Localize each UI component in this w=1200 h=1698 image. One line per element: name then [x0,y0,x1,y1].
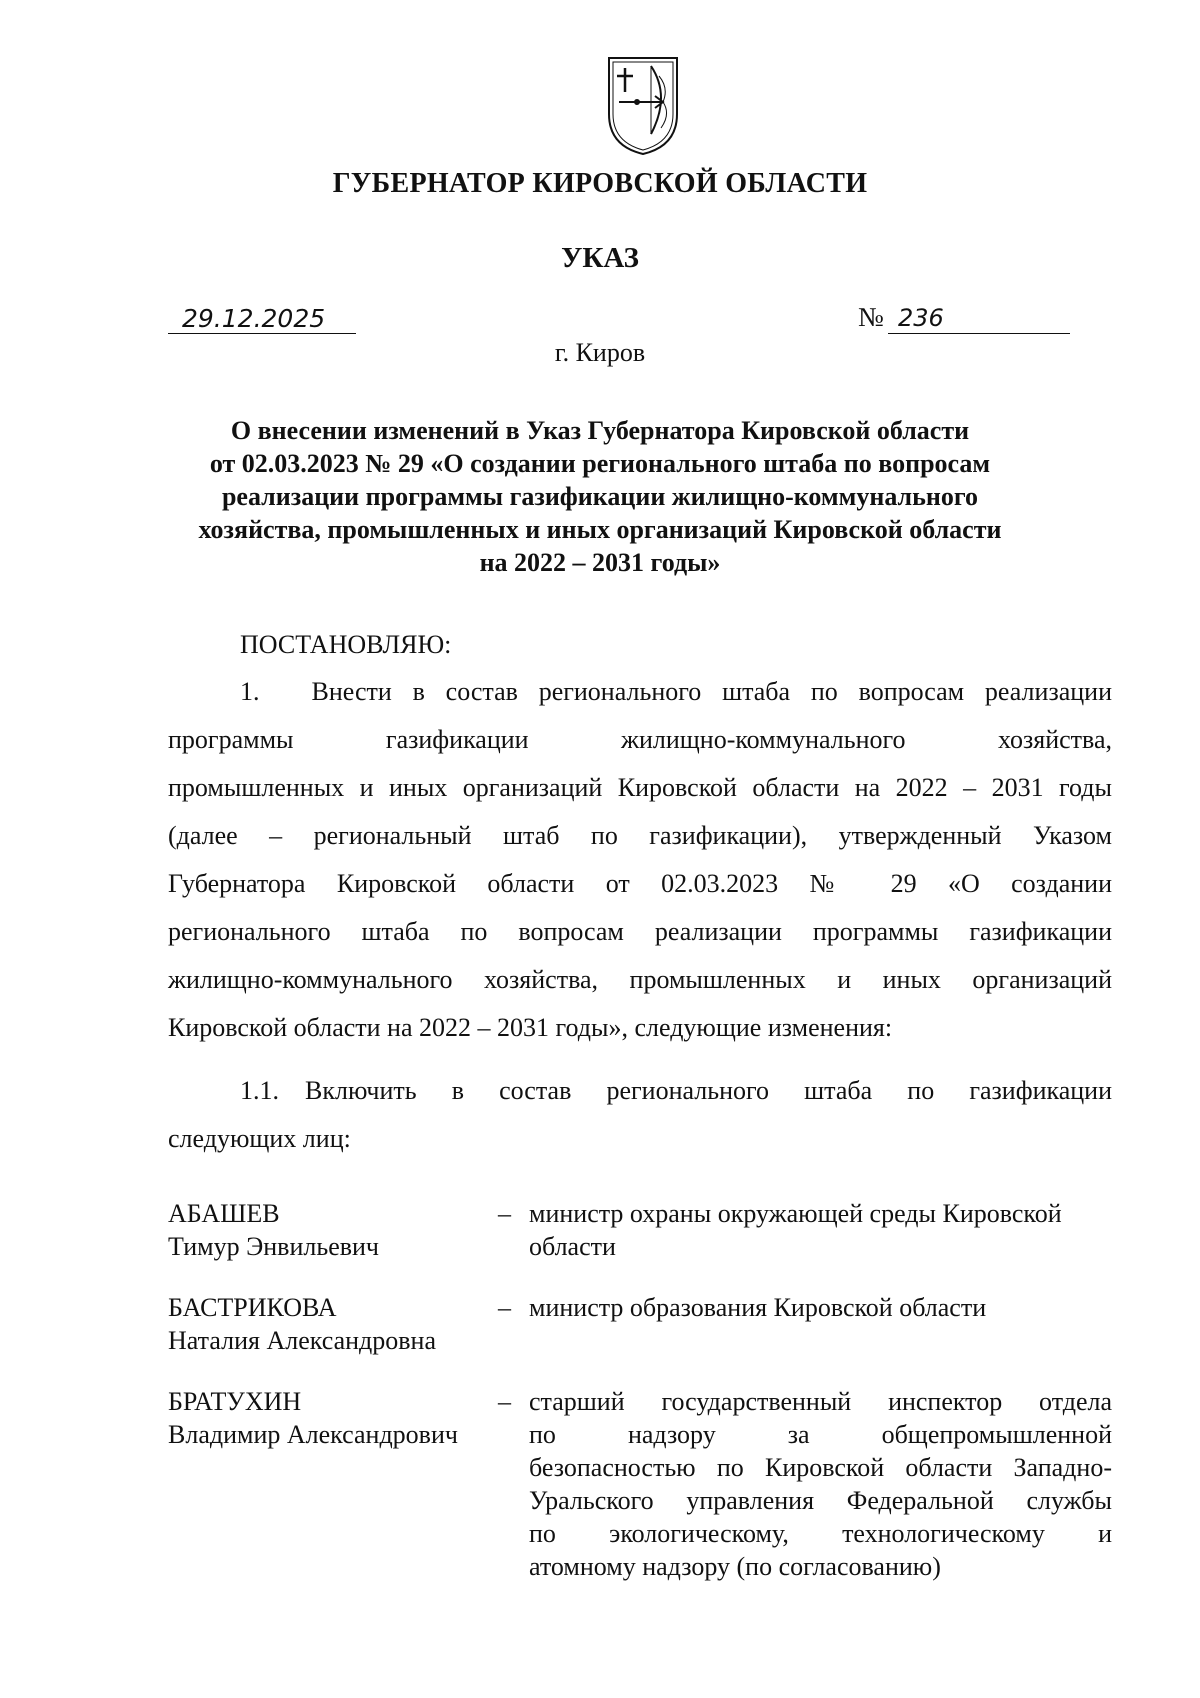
person-role [529,1291,1112,1357]
paragraph-line: промышленных и иных организаций Кировской области на 2022 – 2031 годы [168,773,1112,802]
city-line: г. Киров [554,338,646,367]
person-dash: – [498,1199,511,1228]
paragraph-1-1 [168,1067,1112,1163]
title-line: реализации программы газификации жилищно-коммунального [221,482,979,511]
paragraph-1 [168,668,1112,1052]
role-line: министр охраны окружающей среды Кировской [529,1199,1062,1228]
person-dash: – [498,1293,511,1322]
person-name [168,1197,488,1263]
role-line: по экологическому, технологическому и [529,1519,1112,1548]
person-surname: БРАТУХИН [168,1387,302,1416]
person-surname: БАСТРИКОВА [168,1293,337,1322]
person-given-name: Тимур Энвильевич [168,1232,380,1261]
title-line: на 2022 – 2031 годы» [479,548,721,577]
coat-of-arms-emblem [603,54,683,156]
document-type: УКАЗ [561,242,639,274]
title-line: хозяйства, промышленных и иных организаций Кировской области [198,515,1002,544]
title-line: О внесении изменений в Указ Губернатора Кировской области [230,416,970,445]
person-entry [168,1385,1112,1583]
person-entry [168,1291,1112,1357]
person-given-name: Владимир Александрович [168,1420,458,1449]
resolve-word: ПОСТАНОВЛЯЮ: [240,630,452,659]
paragraph-line: регионального штаба по вопросам реализации программы газификации [168,917,1112,946]
person-entry [168,1197,1112,1263]
paragraph-line: жилищно-коммунального хозяйства, промышленных и иных организаций [168,965,1112,994]
role-line: атомному надзору (по согласованию) [529,1552,941,1581]
person-role [529,1197,1112,1263]
role-line: старший государственный инспектор отдела [529,1387,1112,1416]
person-given-name: Наталия Александровна [168,1326,436,1355]
decree-number: 236 [898,304,944,332]
role-line [529,1324,1112,1357]
person-dash: – [498,1387,511,1416]
person-role [529,1385,1112,1583]
role-line: безопасностью по Кировской области Западно- [529,1453,1112,1482]
paragraph-line: Губернатора Кировской области от 02.03.2023 № 29 «О создании [168,869,1112,898]
issuer-heading: ГУБЕРНАТОР КИРОВСКОЙ ОБЛАСТИ [332,168,868,199]
role-line: Уральского управления Федеральной службы [529,1486,1112,1515]
paragraph-line: программы газификации жилищно-коммунального хозяйства, [168,725,1112,754]
role-line: министр образования Кировской области [529,1293,987,1322]
decree-title [150,414,1050,579]
title-line: от 02.03.2023 № 29 «О создании регионального штаба по вопросам [209,449,991,478]
decree-date: 29.12.2025 [168,304,356,334]
person-name [168,1291,488,1357]
role-line: по надзору за общепромышленной [529,1420,1112,1449]
person-surname: АБАШЕВ [168,1199,280,1228]
persons-list [168,1197,1112,1611]
paragraph-line: (далее – региональный штаб по газификации), утвержденный Указом [168,821,1112,850]
number-sign: № [858,302,884,332]
role-line: области [529,1232,616,1261]
paragraph-line: следующих лиц: [168,1124,351,1153]
person-name [168,1385,488,1451]
paragraph-line: 1.1. Включить в состав регионального штаба по газификации [240,1076,1112,1105]
paragraph-line: Кировской области на 2022 – 2031 годы», следующие изменения: [168,1013,893,1042]
paragraph-line: 1. Внести в состав регионального штаба по вопросам реализации [240,677,1112,706]
decree-number-field [858,302,1070,334]
